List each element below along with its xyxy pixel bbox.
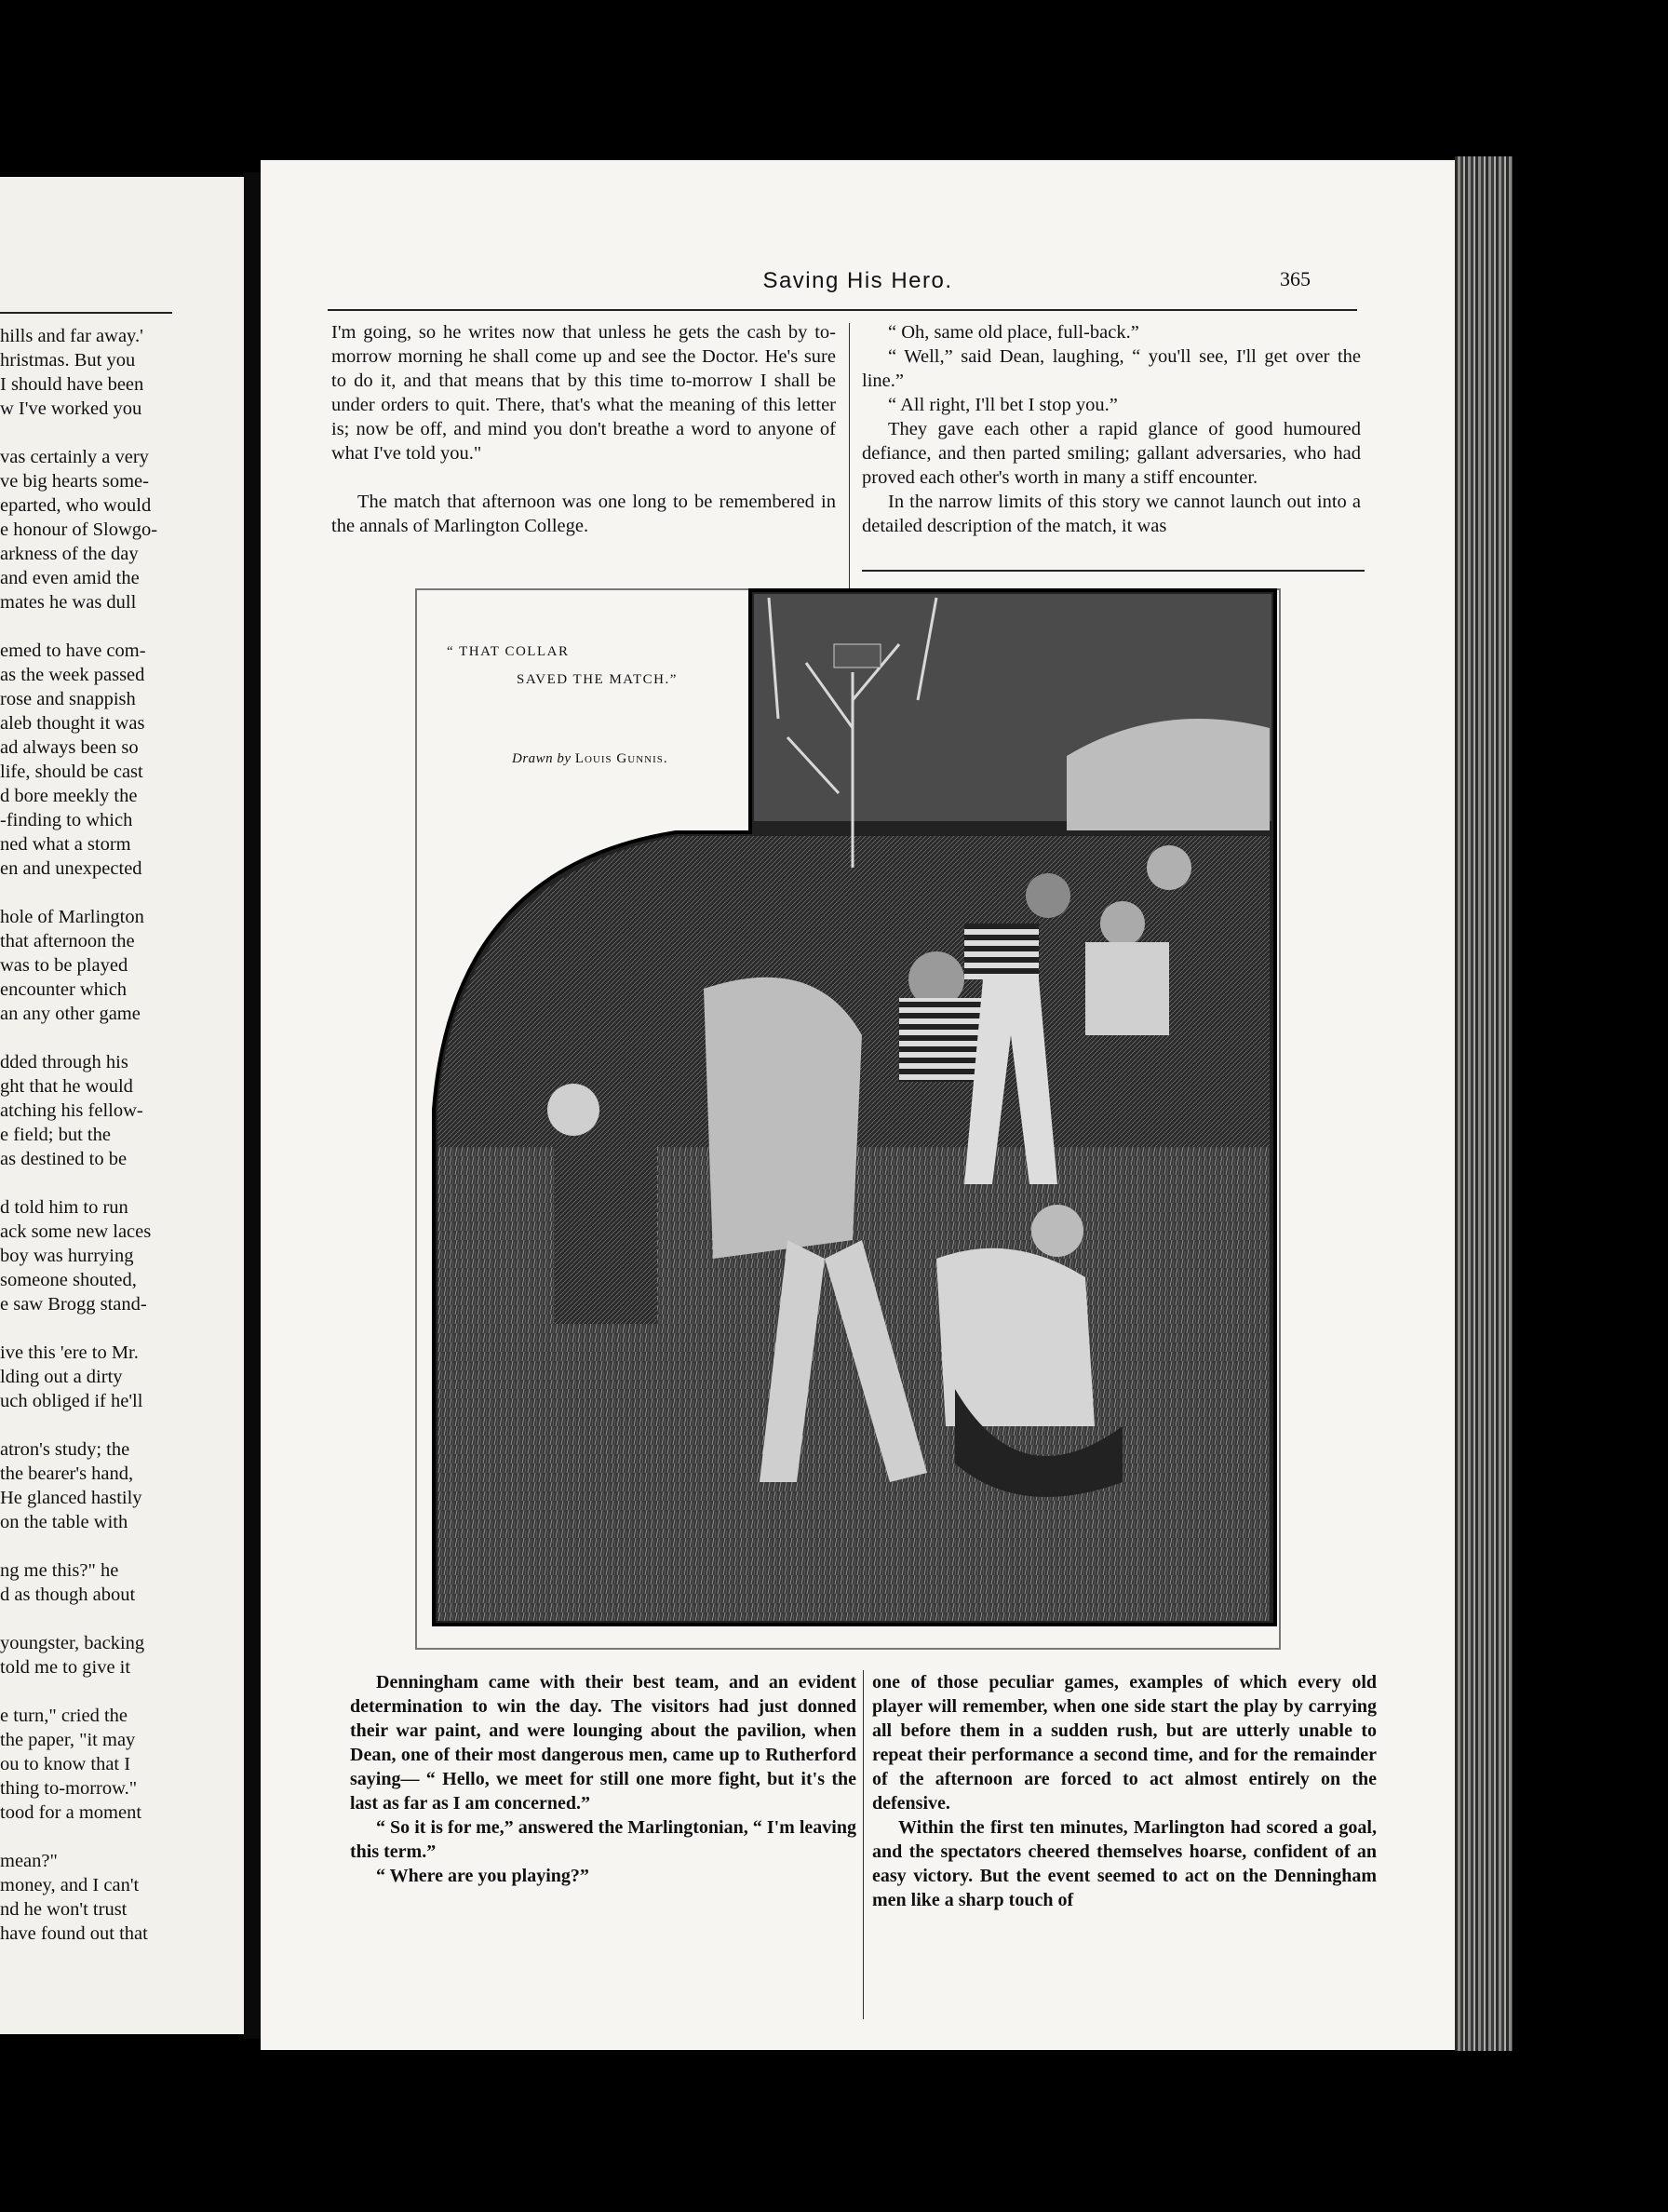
text-line: vas certainly a very <box>0 447 149 467</box>
text-line: life, should be cast <box>0 762 143 782</box>
text-line: ned what a storm <box>0 834 131 855</box>
text-line <box>0 1316 244 1341</box>
text-line: uch obliged if he'll <box>0 1391 143 1411</box>
text-line: ad always been so <box>0 737 139 758</box>
text-line: and even amid the <box>0 568 140 588</box>
text-line: as the week passed <box>0 665 145 685</box>
header-rule <box>0 312 172 314</box>
text-line: w I've worked you <box>0 398 142 419</box>
text-line: aleb thought it was <box>0 713 145 734</box>
paragraph: Denningham came with their best team, and an evident determination to win the day. The visitors had just donned their war paint, and were lounging about the pavilion, when Dean, one of their most dangerous men, came up to Rutherford saying— “ Hello, we meet for still one more fight, but it's the last as far as I am concerned.” <box>350 1672 856 1814</box>
right-page <box>261 160 1455 2050</box>
text-line: en and unexpected <box>0 858 142 879</box>
paragraph: I'm going, so he writes now that unless he gets the cash by to-morrow morning he shall come up and see the Doctor. He's sure to do it, and that means that by this time to-morrow I shall be under orders to quit. There, that's what the meaning of this letter is; now be off, and mind you don't breathe a word to anyone of what I've told you." <box>331 322 836 464</box>
text-line: someone shouted, <box>0 1270 137 1290</box>
header-rule <box>328 309 1357 311</box>
text-line: youngster, backing <box>0 1633 145 1653</box>
text-line: d bore meekly the <box>0 786 138 806</box>
text-line: I should have been <box>0 374 144 395</box>
text-line: nd he won't trust <box>0 1899 128 1920</box>
paragraph: “ Oh, same old place, full-back.” <box>888 322 1139 343</box>
text-line: atron's study; the <box>0 1439 130 1460</box>
credit-prefix: Drawn by <box>512 751 572 766</box>
text-line: e saw Brogg stand- <box>0 1294 147 1315</box>
text-line: tood for a moment <box>0 1802 142 1823</box>
text-line <box>0 1171 244 1195</box>
section-rule <box>862 570 1365 572</box>
text-line <box>0 1607 244 1631</box>
illustration-caption: SAVED THE MATCH.” <box>517 672 678 687</box>
text-line <box>0 1026 244 1050</box>
text-line: -finding to which <box>0 810 133 830</box>
text-line <box>0 614 244 639</box>
text-line: arkness of the day <box>0 544 139 564</box>
paragraph: “ Well,” said Dean, laughing, “ you'll see, I'll get over the line.” <box>862 346 1361 391</box>
text-line: thing to-morrow." <box>0 1778 138 1799</box>
text-line: have found out that <box>0 1923 148 1944</box>
paragraph: one of those peculiar games, examples of which every old player will remember, when one side start the play by carrying all before them in a sudden rush, but are utterly unable to repeat their performance a second time, and for the remainder of the afternoon are forced to act almost entirely on the defensive. <box>872 1672 1377 1814</box>
text-line: an any other game <box>0 1004 141 1024</box>
upper-left-column <box>331 320 836 538</box>
paragraph: “ Where are you playing?” <box>376 1866 589 1886</box>
text-line: mean?" <box>0 1851 58 1871</box>
text-line: lding out a dirty <box>0 1367 123 1387</box>
text-line: dded through his <box>0 1052 128 1072</box>
paragraph: In the narrow limits of this story we cannot launch out into a detailed description of the match, it was <box>862 492 1361 536</box>
text-line: ve big hearts some- <box>0 471 149 492</box>
illustration-credit <box>512 751 668 767</box>
paragraph-gap <box>331 465 836 490</box>
left-page-text <box>0 324 244 1946</box>
text-line: rose and snappish <box>0 689 136 709</box>
text-line: d told him to run <box>0 1197 128 1218</box>
text-line: d as though about <box>0 1585 136 1605</box>
paragraph: “ So it is for me,” answered the Marlingtonian, “ I'm leaving this term.” <box>350 1817 856 1862</box>
illustration-football-match <box>415 588 1281 1650</box>
text-line: ack some new laces <box>0 1221 152 1242</box>
left-page <box>0 177 244 2034</box>
text-line: emed to have com- <box>0 641 146 661</box>
text-line: eparted, who would <box>0 495 152 516</box>
text-line: that afternoon the <box>0 931 135 951</box>
text-line: ive this 'ere to Mr. <box>0 1342 139 1363</box>
text-line: hills and far away.' <box>0 326 143 346</box>
page-number: 365 <box>1280 267 1311 290</box>
running-head: Saving His Hero. <box>762 268 953 293</box>
lower-right-column <box>872 1670 1377 1912</box>
paragraph: They gave each other a rapid glance of good humoured defiance, and then parted smiling; gallant adversaries, who had proved each other's worth in many a stiff encounter. <box>862 419 1361 488</box>
lower-left-column <box>350 1670 856 1888</box>
text-line <box>0 1679 244 1704</box>
page-edges <box>1455 156 1513 2051</box>
text-line: hristmas. But you <box>0 350 136 371</box>
illustration-caption: “ THAT COLLAR <box>447 644 570 659</box>
paragraph: Within the first ten minutes, Marlington had scored a goal, and the spectators cheered themselves hoarse, confident of an easy victory. But the event seemed to act on the Denningham men like a sharp touch of <box>872 1817 1377 1910</box>
text-line: encounter which <box>0 979 128 1000</box>
upper-right-column <box>862 320 1361 538</box>
text-line: hole of Marlington <box>0 907 144 927</box>
text-line: as destined to be <box>0 1149 128 1169</box>
text-line: He glanced hastily <box>0 1488 142 1508</box>
text-line <box>0 421 244 445</box>
column-divider <box>863 1670 864 2019</box>
text-line <box>0 1534 244 1558</box>
text-line: e honour of Slowgo- <box>0 519 158 540</box>
text-line <box>0 881 244 905</box>
text-line: boy was hurrying <box>0 1246 134 1266</box>
text-line <box>0 1413 244 1437</box>
text-line: on the table with <box>0 1512 128 1532</box>
text-line: told me to give it <box>0 1657 131 1678</box>
text-line: the bearer's hand, <box>0 1463 134 1484</box>
text-line <box>0 1825 244 1849</box>
text-line: atching his fellow- <box>0 1100 143 1121</box>
text-line: e turn," cried the <box>0 1706 128 1726</box>
text-line: mates he was dull <box>0 592 137 613</box>
paragraph: The match that afternoon was one long to be remembered in the annals of Marlington College. <box>331 492 836 536</box>
text-line: was to be played <box>0 955 128 976</box>
paragraph: “ All right, I'll bet I stop you.” <box>888 395 1118 415</box>
credit-name: Louis Gunnis. <box>574 751 668 766</box>
text-line: e field; but the <box>0 1125 111 1145</box>
text-line: money, and I can't <box>0 1875 140 1895</box>
text-line: ght that he would <box>0 1076 133 1097</box>
text-line: ou to know that I <box>0 1754 131 1774</box>
text-line: ng me this?" he <box>0 1560 119 1581</box>
text-line: the paper, "it may <box>0 1730 136 1750</box>
